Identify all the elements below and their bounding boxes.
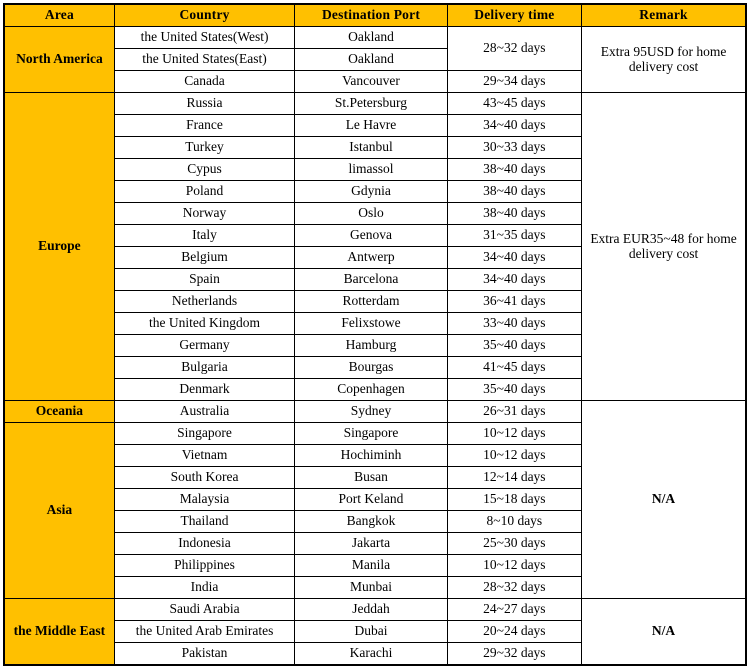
destination-port-cell: Le Havre [295, 115, 447, 137]
destination-port-cell: Felixstowe [295, 313, 447, 335]
country-cell: the United States(West) [114, 27, 294, 49]
destination-port-cell: Jeddah [295, 599, 447, 621]
country-cell: the United Kingdom [114, 313, 294, 335]
table-row [4, 401, 746, 423]
delivery-time-cell: 10~12 days [447, 423, 581, 445]
country-cell: Cypus [114, 159, 294, 181]
country-cell: Italy [114, 225, 294, 247]
table-row [4, 27, 746, 49]
country-cell: Turkey [114, 137, 294, 159]
destination-port-cell: Dubai [295, 621, 447, 643]
destination-port-cell: Hamburg [295, 335, 447, 357]
remark-cell: N/A [582, 401, 746, 599]
country-cell: Philippines [114, 555, 294, 577]
delivery-time-cell: 38~40 days [447, 203, 581, 225]
country-cell: Pakistan [114, 643, 294, 666]
delivery-time-cell: 38~40 days [447, 181, 581, 203]
column-header-country: Country [114, 4, 294, 27]
destination-port-cell: Antwerp [295, 247, 447, 269]
table-row [4, 599, 746, 621]
table-header [4, 4, 746, 27]
destination-port-cell: Istanbul [295, 137, 447, 159]
column-header-destination-port: Destination Port [295, 4, 447, 27]
country-cell: Indonesia [114, 533, 294, 555]
destination-port-cell: Karachi [295, 643, 447, 666]
area-cell: North America [4, 27, 114, 93]
destination-port-cell: Gdynia [295, 181, 447, 203]
delivery-time-cell: 28~32 days [447, 577, 581, 599]
destination-port-cell: Manila [295, 555, 447, 577]
table-row [4, 93, 746, 115]
delivery-time-cell: 38~40 days [447, 159, 581, 181]
destination-port-cell: Munbai [295, 577, 447, 599]
header-row [4, 4, 746, 27]
delivery-time-cell: 20~24 days [447, 621, 581, 643]
destination-port-cell: St.Petersburg [295, 93, 447, 115]
shipping-schedule-table [3, 3, 747, 666]
destination-port-cell: Oslo [295, 203, 447, 225]
country-cell: Thailand [114, 511, 294, 533]
delivery-time-cell: 33~40 days [447, 313, 581, 335]
country-cell: Australia [114, 401, 294, 423]
delivery-time-cell: 10~12 days [447, 445, 581, 467]
country-cell: South Korea [114, 467, 294, 489]
table-body [4, 27, 746, 666]
delivery-time-cell: 30~33 days [447, 137, 581, 159]
delivery-time-cell: 34~40 days [447, 269, 581, 291]
country-cell: Russia [114, 93, 294, 115]
delivery-time-cell: 8~10 days [447, 511, 581, 533]
delivery-time-cell: 26~31 days [447, 401, 581, 423]
delivery-time-cell: 29~32 days [447, 643, 581, 666]
delivery-time-cell: 43~45 days [447, 93, 581, 115]
column-header-remark: Remark [582, 4, 746, 27]
destination-port-cell: Oakland [295, 27, 447, 49]
destination-port-cell: Copenhagen [295, 379, 447, 401]
destination-port-cell: Rotterdam [295, 291, 447, 313]
area-cell: Europe [4, 93, 114, 401]
country-cell: Canada [114, 71, 294, 93]
country-cell: India [114, 577, 294, 599]
delivery-time-cell: 10~12 days [447, 555, 581, 577]
area-cell: Asia [4, 423, 114, 599]
area-cell: Oceania [4, 401, 114, 423]
country-cell: Netherlands [114, 291, 294, 313]
delivery-time-cell: 35~40 days [447, 379, 581, 401]
country-cell: Bulgaria [114, 357, 294, 379]
destination-port-cell: Hochiminh [295, 445, 447, 467]
area-cell: the Middle East [4, 599, 114, 666]
country-cell: Denmark [114, 379, 294, 401]
country-cell: the United Arab Emirates [114, 621, 294, 643]
delivery-time-cell: 12~14 days [447, 467, 581, 489]
destination-port-cell: Port Keland [295, 489, 447, 511]
destination-port-cell: Busan [295, 467, 447, 489]
column-header-delivery-time: Delivery time [447, 4, 581, 27]
delivery-time-cell: 35~40 days [447, 335, 581, 357]
country-cell: Poland [114, 181, 294, 203]
delivery-time-cell: 15~18 days [447, 489, 581, 511]
remark-cell: N/A [582, 599, 746, 666]
destination-port-cell: Sydney [295, 401, 447, 423]
destination-port-cell: Bourgas [295, 357, 447, 379]
destination-port-cell: limassol [295, 159, 447, 181]
country-cell: Saudi Arabia [114, 599, 294, 621]
country-cell: the United States(East) [114, 49, 294, 71]
country-cell: Belgium [114, 247, 294, 269]
remark-cell: Extra EUR35~48 for home delivery cost [582, 93, 746, 401]
country-cell: Malaysia [114, 489, 294, 511]
delivery-time-cell: 29~34 days [447, 71, 581, 93]
delivery-time-cell: 28~32 days [447, 27, 581, 71]
delivery-time-cell: 25~30 days [447, 533, 581, 555]
country-cell: Norway [114, 203, 294, 225]
delivery-time-cell: 34~40 days [447, 247, 581, 269]
country-cell: Germany [114, 335, 294, 357]
remark-cell: Extra 95USD for home delivery cost [582, 27, 746, 93]
delivery-time-cell: 34~40 days [447, 115, 581, 137]
delivery-time-cell: 41~45 days [447, 357, 581, 379]
country-cell: France [114, 115, 294, 137]
destination-port-cell: Barcelona [295, 269, 447, 291]
destination-port-cell: Singapore [295, 423, 447, 445]
delivery-time-cell: 36~41 days [447, 291, 581, 313]
destination-port-cell: Vancouver [295, 71, 447, 93]
destination-port-cell: Oakland [295, 49, 447, 71]
delivery-time-cell: 24~27 days [447, 599, 581, 621]
delivery-time-cell: 31~35 days [447, 225, 581, 247]
column-header-area: Area [4, 4, 114, 27]
destination-port-cell: Genova [295, 225, 447, 247]
country-cell: Spain [114, 269, 294, 291]
destination-port-cell: Jakarta [295, 533, 447, 555]
country-cell: Vietnam [114, 445, 294, 467]
destination-port-cell: Bangkok [295, 511, 447, 533]
country-cell: Singapore [114, 423, 294, 445]
